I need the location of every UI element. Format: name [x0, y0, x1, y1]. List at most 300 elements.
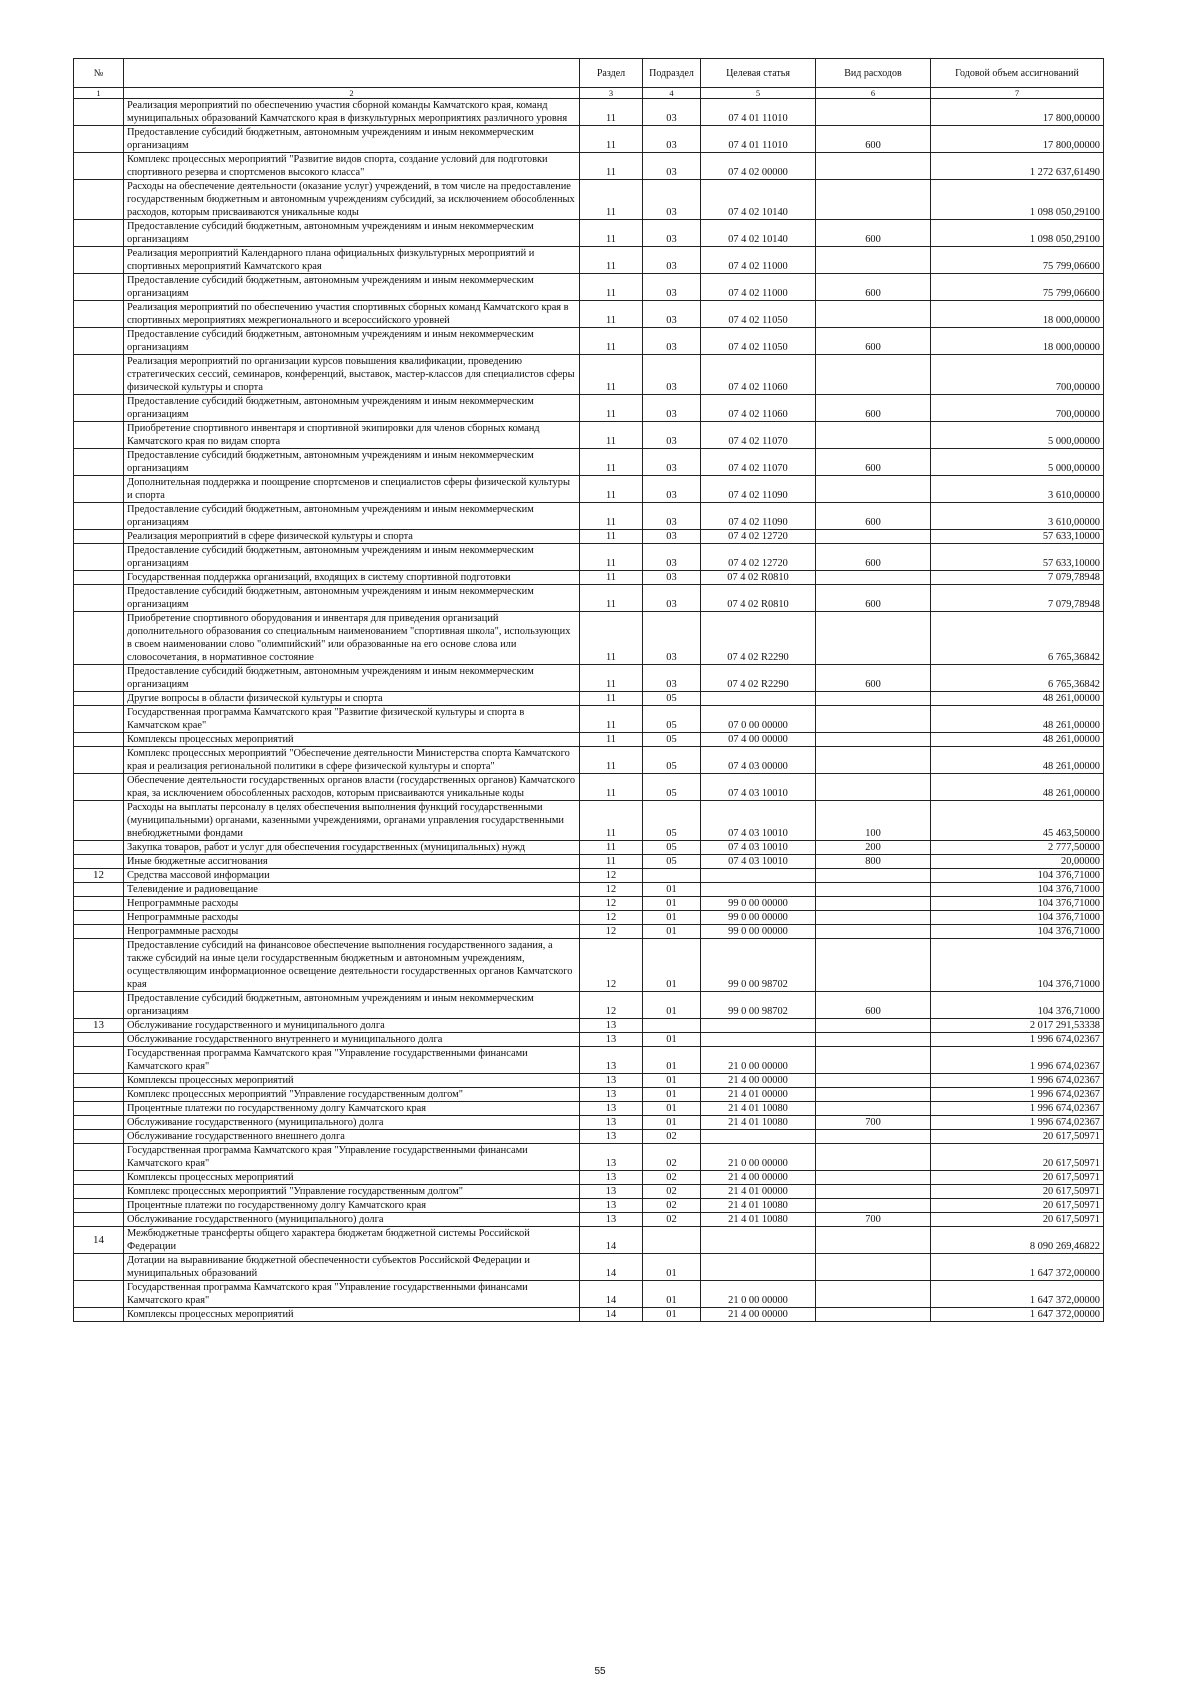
- row-target-article: 21 4 01 10080: [701, 1102, 816, 1116]
- row-subsection: 01: [643, 1047, 701, 1074]
- row-amount: 1 996 674,02367: [931, 1088, 1104, 1102]
- row-expense-type: 600: [816, 126, 931, 153]
- row-subsection: 05: [643, 747, 701, 774]
- row-number: [74, 612, 124, 665]
- row-name: Предоставление субсидий бюджетным, автономным учреждениям и иным некоммерческим организациям: [124, 395, 580, 422]
- row-expense-type: [816, 897, 931, 911]
- row-target-article: 07 4 02 R0810: [701, 585, 816, 612]
- row-section: 12: [580, 897, 643, 911]
- row-expense-type: [816, 1281, 931, 1308]
- row-target-article: 07 4 02 R2290: [701, 612, 816, 665]
- row-subsection: 05: [643, 855, 701, 869]
- row-subsection: 03: [643, 585, 701, 612]
- row-target-article: 99 0 00 98702: [701, 992, 816, 1019]
- row-name: Обслуживание государственного (муниципального) долга: [124, 1213, 580, 1227]
- row-section: 11: [580, 180, 643, 220]
- table-row: [74, 939, 1104, 992]
- header-number: №: [74, 59, 124, 88]
- row-section: 13: [580, 1074, 643, 1088]
- row-target-article: 07 4 03 10010: [701, 855, 816, 869]
- row-expense-type: 600: [816, 220, 931, 247]
- row-number: [74, 274, 124, 301]
- table-row: [74, 1047, 1104, 1074]
- table-row: [74, 1171, 1104, 1185]
- row-target-article: 07 4 02 10140: [701, 180, 816, 220]
- row-amount: 48 261,00000: [931, 692, 1104, 706]
- row-section: 11: [580, 530, 643, 544]
- row-amount: 104 376,71000: [931, 897, 1104, 911]
- row-number: [74, 1047, 124, 1074]
- row-amount: 104 376,71000: [931, 992, 1104, 1019]
- row-target-article: 07 4 02 11000: [701, 274, 816, 301]
- row-number: [74, 126, 124, 153]
- row-name: Непрограммные расходы: [124, 911, 580, 925]
- header-name: [124, 59, 580, 88]
- row-name: Непрограммные расходы: [124, 925, 580, 939]
- row-expense-type: 600: [816, 503, 931, 530]
- row-target-article: 07 4 01 11010: [701, 126, 816, 153]
- row-target-article: 21 4 00 00000: [701, 1171, 816, 1185]
- row-amount: 1 996 674,02367: [931, 1102, 1104, 1116]
- row-amount: 75 799,06600: [931, 274, 1104, 301]
- row-expense-type: 600: [816, 449, 931, 476]
- row-name: Реализация мероприятий в сфере физической культуры и спорта: [124, 530, 580, 544]
- row-name: Обслуживание государственного внешнего долга: [124, 1130, 580, 1144]
- row-name: Процентные платежи по государственному долгу Камчатского края: [124, 1102, 580, 1116]
- row-number: [74, 530, 124, 544]
- table-row: [74, 869, 1104, 883]
- row-expense-type: 700: [816, 1116, 931, 1130]
- table-row: [74, 897, 1104, 911]
- table-row: [74, 911, 1104, 925]
- table-row: [74, 153, 1104, 180]
- row-name: Обеспечение деятельности государственных органов власти (государственных органов) Камчатского края, за исключением обособленных расходов, которым присваиваются уникальные коды: [124, 774, 580, 801]
- row-target-article: 07 4 02 R2290: [701, 665, 816, 692]
- row-name: Государственная программа Камчатского края "Развитие физической культуры и спорта в Камчатском крае": [124, 706, 580, 733]
- row-name: Государственная программа Камчатского края "Управление государственными финансами Камчатского края": [124, 1144, 580, 1171]
- row-expense-type: [816, 1033, 931, 1047]
- row-subsection: 03: [643, 503, 701, 530]
- table-row: [74, 1102, 1104, 1116]
- row-number: [74, 1102, 124, 1116]
- row-amount: 20 617,50971: [931, 1130, 1104, 1144]
- row-expense-type: 700: [816, 1213, 931, 1227]
- row-expense-type: [816, 1227, 931, 1254]
- table-row: [74, 1019, 1104, 1033]
- row-subsection: [643, 1227, 701, 1254]
- header-annual-amount: Годовой объем ассигнований: [931, 59, 1104, 88]
- row-expense-type: [816, 1199, 931, 1213]
- row-name: Другие вопросы в области физической культуры и спорта: [124, 692, 580, 706]
- row-expense-type: 600: [816, 585, 931, 612]
- row-number: [74, 476, 124, 503]
- row-subsection: 05: [643, 692, 701, 706]
- row-section: 12: [580, 911, 643, 925]
- table-row: [74, 1213, 1104, 1227]
- row-subsection: 02: [643, 1130, 701, 1144]
- row-subsection: 03: [643, 247, 701, 274]
- row-section: 11: [580, 126, 643, 153]
- row-number: [74, 911, 124, 925]
- table-row: [74, 692, 1104, 706]
- table-row: [74, 801, 1104, 841]
- row-section: 11: [580, 692, 643, 706]
- table-row: [74, 1199, 1104, 1213]
- row-expense-type: [816, 180, 931, 220]
- row-target-article: 21 4 01 00000: [701, 1088, 816, 1102]
- row-subsection: 03: [643, 571, 701, 585]
- row-target-article: 99 0 00 00000: [701, 925, 816, 939]
- column-number: 1: [74, 88, 124, 99]
- row-name: Предоставление субсидий бюджетным, автономным учреждениям и иным некоммерческим организациям: [124, 585, 580, 612]
- row-amount: 1 647 372,00000: [931, 1254, 1104, 1281]
- row-section: 11: [580, 544, 643, 571]
- row-section: 11: [580, 422, 643, 449]
- row-name: Расходы на выплаты персоналу в целях обеспечения выполнения функций государственными (муниципальными) органами, казенными учреждениями, органами управления государственными внебюджетными фондами: [124, 801, 580, 841]
- row-expense-type: [816, 612, 931, 665]
- row-section: 13: [580, 1213, 643, 1227]
- row-name: Комплекс процессных мероприятий "Обеспечение деятельности Министерства спорта Камчатского края и реализация региональной политики в сфере физической культуры и спорта": [124, 747, 580, 774]
- row-subsection: 01: [643, 1116, 701, 1130]
- row-name: Дотации на выравнивание бюджетной обеспеченности субъектов Российской Федерации и муниципальных образований: [124, 1254, 580, 1281]
- row-number: [74, 220, 124, 247]
- row-number: [74, 706, 124, 733]
- row-number: [74, 1199, 124, 1213]
- row-target-article: 07 4 02 10140: [701, 220, 816, 247]
- row-amount: 20 617,50971: [931, 1199, 1104, 1213]
- row-section: 14: [580, 1227, 643, 1254]
- row-expense-type: 600: [816, 328, 931, 355]
- row-target-article: 07 4 02 12720: [701, 544, 816, 571]
- row-expense-type: [816, 1185, 931, 1199]
- row-number: [74, 1308, 124, 1322]
- row-number: [74, 328, 124, 355]
- row-expense-type: [816, 153, 931, 180]
- table-row: [74, 422, 1104, 449]
- row-section: 14: [580, 1254, 643, 1281]
- row-number: [74, 747, 124, 774]
- row-section: 13: [580, 1102, 643, 1116]
- row-amount: 20 617,50971: [931, 1171, 1104, 1185]
- row-section: 13: [580, 1130, 643, 1144]
- row-subsection: 05: [643, 733, 701, 747]
- row-target-article: 07 4 02 11070: [701, 422, 816, 449]
- row-target-article: 07 4 02 11070: [701, 449, 816, 476]
- row-expense-type: [816, 1130, 931, 1144]
- table-row: [74, 126, 1104, 153]
- row-section: 11: [580, 801, 643, 841]
- row-expense-type: [816, 733, 931, 747]
- table-row: [74, 733, 1104, 747]
- row-target-article: 21 4 01 00000: [701, 1185, 816, 1199]
- row-amount: 5 000,00000: [931, 449, 1104, 476]
- row-expense-type: 600: [816, 665, 931, 692]
- row-number: [74, 925, 124, 939]
- table-row: [74, 1033, 1104, 1047]
- row-amount: 3 610,00000: [931, 503, 1104, 530]
- row-subsection: [643, 869, 701, 883]
- row-subsection: [643, 1019, 701, 1033]
- table-row: [74, 395, 1104, 422]
- row-section: 14: [580, 1281, 643, 1308]
- row-expense-type: [816, 883, 931, 897]
- row-name: Приобретение спортивного инвентаря и спортивной экипировки для членов сборных команд Камчатского края по видам спорта: [124, 422, 580, 449]
- row-target-article: 07 4 03 10010: [701, 774, 816, 801]
- row-amount: 104 376,71000: [931, 939, 1104, 992]
- row-target-article: 07 4 03 10010: [701, 841, 816, 855]
- row-section: 11: [580, 612, 643, 665]
- row-expense-type: [816, 869, 931, 883]
- row-name: Предоставление субсидий бюджетным, автономным учреждениям и иным некоммерческим организациям: [124, 449, 580, 476]
- table-row: [74, 1074, 1104, 1088]
- column-number: 5: [701, 88, 816, 99]
- row-expense-type: [816, 247, 931, 274]
- table-row: [74, 503, 1104, 530]
- row-amount: 45 463,50000: [931, 801, 1104, 841]
- row-target-article: 07 4 02 11000: [701, 247, 816, 274]
- row-name: Государственная программа Камчатского края "Управление государственными финансами Камчатского края": [124, 1047, 580, 1074]
- row-amount: 75 799,06600: [931, 247, 1104, 274]
- table-row: [74, 274, 1104, 301]
- row-amount: 48 261,00000: [931, 747, 1104, 774]
- row-section: 11: [580, 395, 643, 422]
- row-amount: 1 996 674,02367: [931, 1047, 1104, 1074]
- row-amount: 104 376,71000: [931, 911, 1104, 925]
- row-expense-type: 600: [816, 544, 931, 571]
- row-target-article: 07 4 02 11050: [701, 301, 816, 328]
- row-name: Предоставление субсидий бюджетным, автономным учреждениям и иным некоммерческим организациям: [124, 544, 580, 571]
- row-amount: 104 376,71000: [931, 925, 1104, 939]
- row-expense-type: 600: [816, 395, 931, 422]
- row-number: [74, 1213, 124, 1227]
- row-number: [74, 883, 124, 897]
- table-row: [74, 925, 1104, 939]
- table-row: [74, 706, 1104, 733]
- row-amount: 7 079,78948: [931, 585, 1104, 612]
- row-expense-type: [816, 355, 931, 395]
- row-subsection: 03: [643, 449, 701, 476]
- row-expense-type: [816, 1019, 931, 1033]
- row-subsection: 01: [643, 911, 701, 925]
- row-section: 12: [580, 925, 643, 939]
- row-expense-type: [816, 1088, 931, 1102]
- header-expense-type: Вид расходов: [816, 59, 931, 88]
- row-target-article: 21 4 00 00000: [701, 1074, 816, 1088]
- row-name: Реализация мероприятий по обеспечению участия сборной команды Камчатского края, команд муниципальных образований Камчатского края в физкультурных мероприятиях различного уровня: [124, 99, 580, 126]
- row-section: 11: [580, 841, 643, 855]
- row-section: 11: [580, 571, 643, 585]
- row-expense-type: [816, 1047, 931, 1074]
- table-row: [74, 355, 1104, 395]
- row-name: Реализация мероприятий по организации курсов повышения квалификации, проведению стратегических сессий, семинаров, конференций, выставок, мастер-классов для специалистов сферы физической культуры и спорта: [124, 355, 580, 395]
- row-section: 11: [580, 585, 643, 612]
- row-subsection: 05: [643, 841, 701, 855]
- row-target-article: [701, 1019, 816, 1033]
- row-target-article: [701, 869, 816, 883]
- table-row: [74, 1130, 1104, 1144]
- row-expense-type: [816, 1171, 931, 1185]
- row-number: [74, 992, 124, 1019]
- row-subsection: 05: [643, 774, 701, 801]
- row-name: Предоставление субсидий бюджетным, автономным учреждениям и иным некоммерческим организациям: [124, 665, 580, 692]
- table-row: [74, 747, 1104, 774]
- row-name: Непрограммные расходы: [124, 897, 580, 911]
- row-expense-type: [816, 571, 931, 585]
- table-row: [74, 1185, 1104, 1199]
- row-amount: 700,00000: [931, 395, 1104, 422]
- row-section: 11: [580, 476, 643, 503]
- table-row: [74, 1088, 1104, 1102]
- row-name: Комплексы процессных мероприятий: [124, 1074, 580, 1088]
- row-section: 13: [580, 1019, 643, 1033]
- row-amount: 48 261,00000: [931, 706, 1104, 733]
- row-subsection: 01: [643, 1074, 701, 1088]
- column-number: 4: [643, 88, 701, 99]
- row-number: [74, 544, 124, 571]
- row-number: [74, 571, 124, 585]
- row-subsection: 01: [643, 1308, 701, 1322]
- row-number: [74, 449, 124, 476]
- row-section: 13: [580, 1199, 643, 1213]
- row-subsection: 01: [643, 939, 701, 992]
- row-name: Комплекс процессных мероприятий "Управление государственным долгом": [124, 1088, 580, 1102]
- row-number: 13: [74, 1019, 124, 1033]
- row-target-article: 21 4 01 10080: [701, 1116, 816, 1130]
- row-name: Иные бюджетные ассигнования: [124, 855, 580, 869]
- row-target-article: 07 4 03 10010: [701, 801, 816, 841]
- row-subsection: 01: [643, 1254, 701, 1281]
- row-name: Государственная поддержка организаций, входящих в систему спортивной подготовки: [124, 571, 580, 585]
- row-name: Предоставление субсидий бюджетным, автономным учреждениям и иным некоммерческим организациям: [124, 328, 580, 355]
- row-amount: 20 617,50971: [931, 1144, 1104, 1171]
- row-number: [74, 1281, 124, 1308]
- row-subsection: 01: [643, 1088, 701, 1102]
- row-section: 11: [580, 747, 643, 774]
- row-number: [74, 247, 124, 274]
- row-target-article: 21 4 00 00000: [701, 1308, 816, 1322]
- row-amount: 5 000,00000: [931, 422, 1104, 449]
- row-name: Обслуживание государственного внутреннего и муниципального долга: [124, 1033, 580, 1047]
- row-amount: 18 000,00000: [931, 301, 1104, 328]
- table-row: [74, 612, 1104, 665]
- table-row: [74, 1254, 1104, 1281]
- row-section: 13: [580, 1033, 643, 1047]
- table-row: [74, 544, 1104, 571]
- row-number: [74, 585, 124, 612]
- row-target-article: 07 4 02 11090: [701, 503, 816, 530]
- row-amount: 1 098 050,29100: [931, 180, 1104, 220]
- row-section: 11: [580, 220, 643, 247]
- row-name: Межбюджетные трансферты общего характера бюджетам бюджетной системы Российской Федерации: [124, 1227, 580, 1254]
- row-section: 12: [580, 869, 643, 883]
- row-target-article: 07 4 02 11050: [701, 328, 816, 355]
- row-section: 11: [580, 449, 643, 476]
- row-name: Государственная программа Камчатского края "Управление государственными финансами Камчатского края": [124, 1281, 580, 1308]
- row-amount: 17 800,00000: [931, 126, 1104, 153]
- row-number: [74, 774, 124, 801]
- row-section: 13: [580, 1185, 643, 1199]
- row-number: [74, 180, 124, 220]
- row-section: 11: [580, 706, 643, 733]
- row-amount: 17 800,00000: [931, 99, 1104, 126]
- row-subsection: 02: [643, 1213, 701, 1227]
- row-number: [74, 153, 124, 180]
- table-row: [74, 665, 1104, 692]
- row-target-article: 99 0 00 98702: [701, 939, 816, 992]
- row-target-article: 21 0 00 00000: [701, 1047, 816, 1074]
- row-section: 11: [580, 247, 643, 274]
- row-section: 11: [580, 355, 643, 395]
- table-row: [74, 476, 1104, 503]
- row-number: [74, 395, 124, 422]
- row-name: Комплексы процессных мероприятий: [124, 1308, 580, 1322]
- row-target-article: [701, 1033, 816, 1047]
- header-row: [74, 59, 1104, 88]
- row-subsection: 03: [643, 99, 701, 126]
- row-expense-type: 100: [816, 801, 931, 841]
- header-section: Раздел: [580, 59, 643, 88]
- row-section: 13: [580, 1047, 643, 1074]
- column-number: 7: [931, 88, 1104, 99]
- row-expense-type: [816, 911, 931, 925]
- row-section: 11: [580, 328, 643, 355]
- row-subsection: 02: [643, 1199, 701, 1213]
- row-expense-type: [816, 706, 931, 733]
- row-number: [74, 355, 124, 395]
- row-amount: 6 765,36842: [931, 612, 1104, 665]
- row-subsection: 03: [643, 530, 701, 544]
- row-section: 11: [580, 774, 643, 801]
- row-expense-type: 800: [816, 855, 931, 869]
- row-expense-type: [816, 1074, 931, 1088]
- column-number: 2: [124, 88, 580, 99]
- row-number: [74, 855, 124, 869]
- row-target-article: [701, 1130, 816, 1144]
- row-subsection: 03: [643, 544, 701, 571]
- row-subsection: 03: [643, 476, 701, 503]
- row-number: [74, 692, 124, 706]
- row-subsection: 05: [643, 706, 701, 733]
- row-amount: 1 272 637,61490: [931, 153, 1104, 180]
- column-number: 3: [580, 88, 643, 99]
- row-section: 11: [580, 301, 643, 328]
- row-expense-type: [816, 774, 931, 801]
- row-target-article: 07 4 02 12720: [701, 530, 816, 544]
- row-target-article: 99 0 00 00000: [701, 911, 816, 925]
- row-name: Процентные платежи по государственному долгу Камчатского края: [124, 1199, 580, 1213]
- row-amount: 57 633,10000: [931, 544, 1104, 571]
- row-number: [74, 1130, 124, 1144]
- table-row: [74, 1308, 1104, 1322]
- table-row: [74, 449, 1104, 476]
- row-name: Комплекс процессных мероприятий "Развитие видов спорта, создание условий для подготовки спортивного резерва и спортсменов высокого класса": [124, 153, 580, 180]
- table-row: [74, 855, 1104, 869]
- row-expense-type: [816, 1308, 931, 1322]
- table-row: [74, 220, 1104, 247]
- table-row: [74, 530, 1104, 544]
- budget-table: [73, 58, 1104, 1322]
- row-number: [74, 301, 124, 328]
- row-expense-type: [816, 692, 931, 706]
- row-name: Реализация мероприятий Календарного плана официальных физкультурных мероприятий и спортивных мероприятий Камчатского края: [124, 247, 580, 274]
- row-subsection: 01: [643, 1281, 701, 1308]
- row-target-article: 07 0 00 00000: [701, 706, 816, 733]
- column-number: 6: [816, 88, 931, 99]
- table-row: [74, 1144, 1104, 1171]
- row-name: Комплекс процессных мероприятий "Управление государственным долгом": [124, 1185, 580, 1199]
- row-number: [74, 939, 124, 992]
- row-target-article: 07 4 02 11060: [701, 355, 816, 395]
